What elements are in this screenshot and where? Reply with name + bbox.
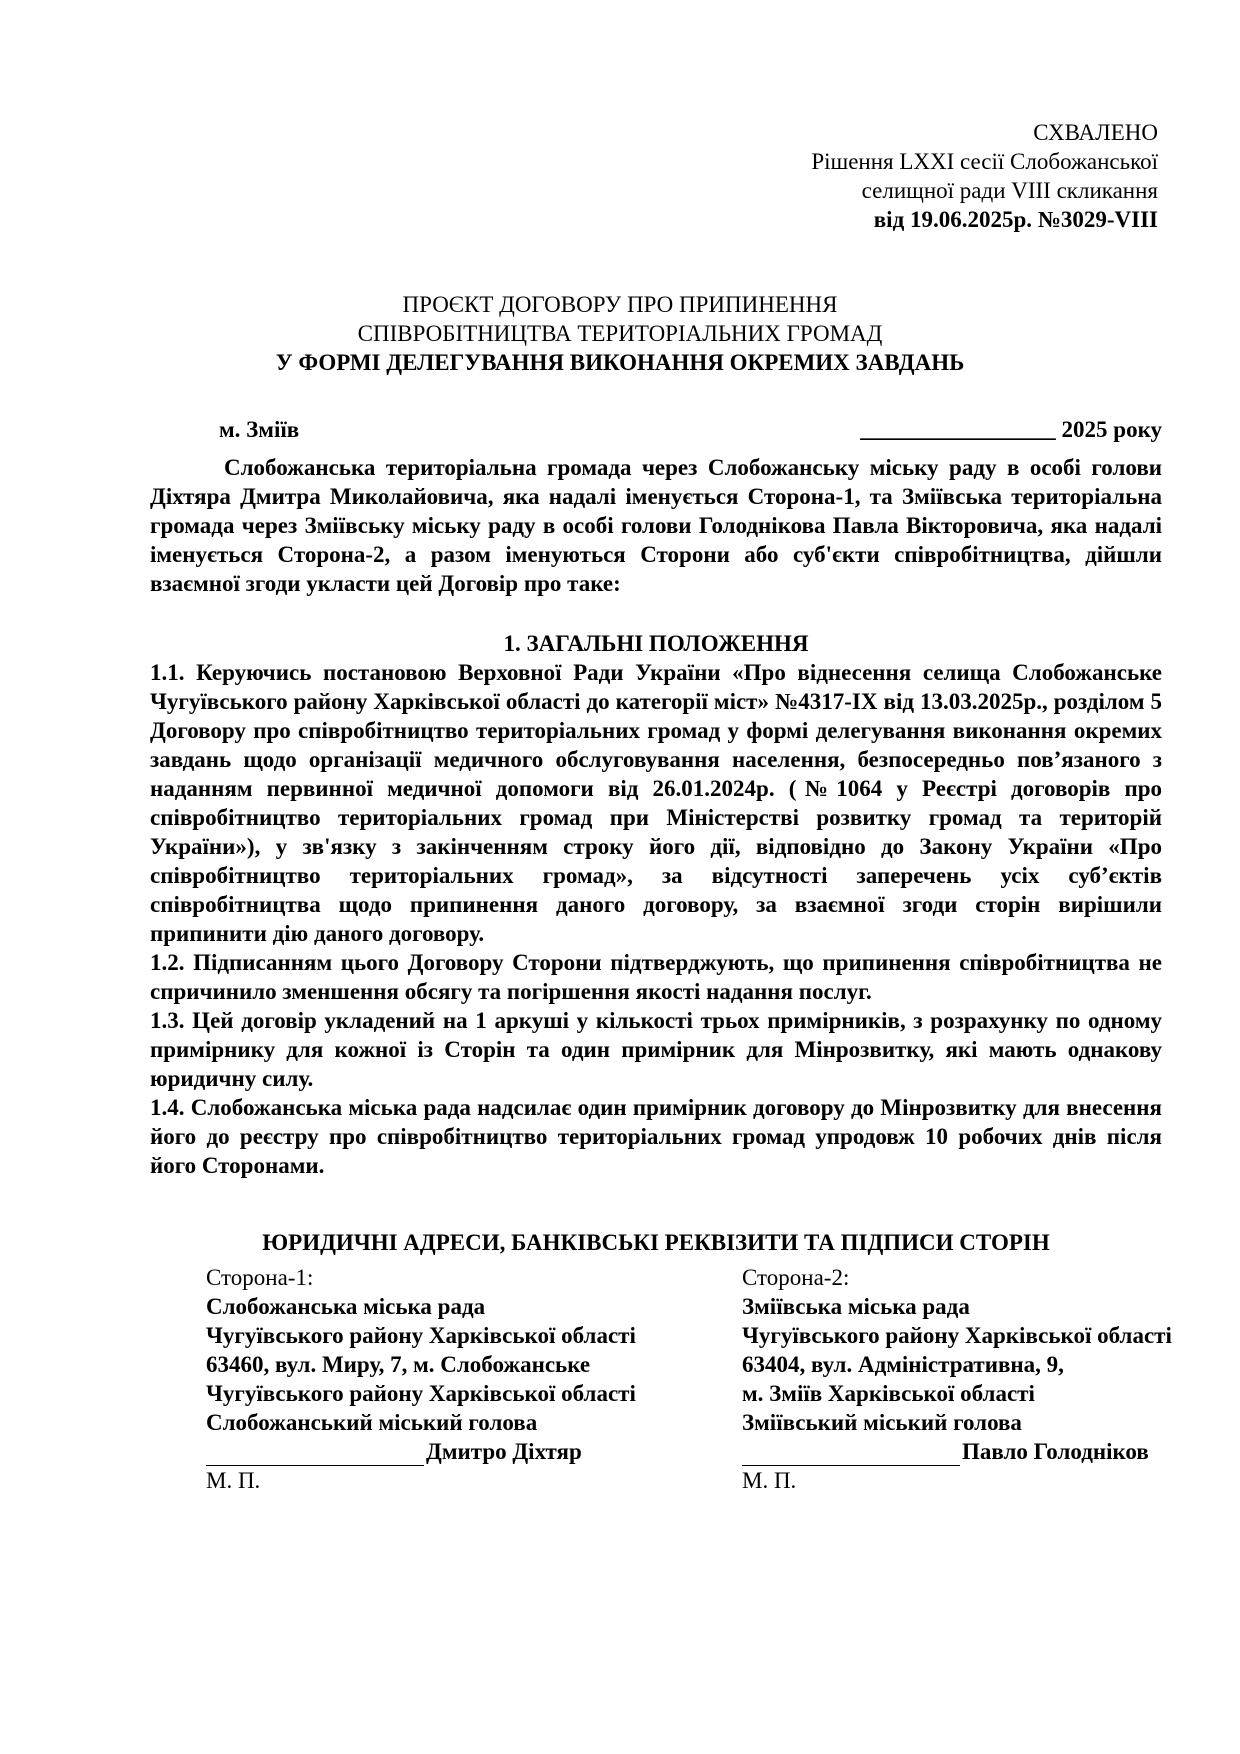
approval-date-number: від 19.06.2025р. №3029-VIII bbox=[873, 207, 1158, 232]
party-2-signer: Павло Голодніков bbox=[962, 1439, 1149, 1464]
party-2-label: Сторона-2: bbox=[742, 1265, 850, 1290]
section-1-clauses bbox=[150, 658, 1162, 1180]
party-2-signature bbox=[742, 1437, 1172, 1466]
party-1-name: Слобожанська міська рада bbox=[206, 1294, 486, 1319]
document-title bbox=[150, 290, 1090, 377]
party-1-signer: Дмитро Діхтяр bbox=[426, 1439, 582, 1464]
contract-date: _________________ 2025 року bbox=[860, 417, 1162, 442]
title-line-2: СПІВРОБІТНИЦТВА ТЕРИТОРІАЛЬНИХ ГРОМАД bbox=[357, 321, 883, 346]
party-1-label: Сторона-1: bbox=[206, 1265, 314, 1290]
party-1-seal: М. П. bbox=[206, 1468, 261, 1493]
approval-heading: СХВАЛЕНО bbox=[1033, 120, 1158, 145]
signature-line bbox=[206, 1443, 424, 1466]
clause-1-3: 1.3. Цей договір укладений на 1 аркуші у кількості трьох примірників, з розрахунку по одному примірнику для кожної із Сторін та один примірник для Мінрозвитку, які мають однакову юридичну силу. bbox=[150, 1008, 1162, 1091]
party-2-name: Зміївська міська рада bbox=[742, 1294, 970, 1319]
requisites-title: ЮРИДИЧНІ АДРЕСИ, БАНКІВСЬКІ РЕКВІЗИТИ ТА ПІДПИСИ СТОРІН bbox=[262, 1230, 1050, 1255]
party-1-address: 63460, вул. Миру, 7, м. Слобожанське bbox=[206, 1352, 591, 1377]
party-2-position: Зміївський міський голова bbox=[742, 1410, 1022, 1435]
intro-paragraph: Слобожанська територіальна громада через Слобожанську міську раду в особі голови Діхтяра Дмитра Миколайовича, яка надалі іменується Сторона-1, та Зміївська територіальна громада через Зміївську міську раду в особі голови Голоднікова Павла Вікторовича, яка надалі іменується Сторона-2, а разом іменуються Сторони або суб'єкти співробітництва, дійшли взаємної згоди укласти цей Договір про таке: bbox=[150, 455, 1162, 596]
party-1-position: Слобожанський міський голова bbox=[206, 1410, 538, 1435]
title-line-3: У ФОРМІ ДЕЛЕГУВАННЯ ВИКОНАННЯ ОКРЕМИХ ЗАВДАНЬ bbox=[275, 350, 965, 375]
section-1-title: 1. ЗАГАЛЬНІ ПОЛОЖЕННЯ bbox=[503, 631, 809, 656]
clause-1-2: 1.2. Підписанням цього Договору Сторони підтверджують, що припинення співробітництва не спричинило зменшення обсягу та погіршення якості надання послуг. bbox=[150, 950, 1162, 1004]
approval-council: селищної ради VIII скликання bbox=[861, 178, 1158, 203]
clause-1-1: 1.1. Керуючись постановою Верховної Ради України «Про віднесення селища Слобожанське Чугуївського району Харківської області до категорії міст» №4317-IX від 13.03.2025р., розділом 5 Договору про співробітництво територіальних громад у формі делегування виконання окремих завдань щодо організації медичного обслуговування населення, безпосередньо пов’язаного з наданням первинної медичної допомоги від 26.01.2024р. (№1064 у Реєстрі договорів про співробітництво територіальних громад при Міністерстві розвитку громад та територій України»), у зв'язку з закінченням строку його дії, відповідно до Закону України «Про співробітництво територіальних громад», за відсутності заперечень усіх суб’єктів співробітництва щодо припинення даного договору, за взаємної згоди сторін вирішили припинити дію даного договору. bbox=[150, 660, 1162, 946]
signature-line bbox=[742, 1443, 960, 1466]
party-1-district: Чугуївського району Харківської області bbox=[206, 1323, 636, 1348]
party-2-block bbox=[742, 1263, 1172, 1495]
party-2-region: м. Зміїв Харківської області bbox=[742, 1381, 1035, 1406]
party-1-signature bbox=[206, 1437, 636, 1466]
party-1-region: Чугуївського району Харківської області bbox=[206, 1381, 636, 1406]
contract-place: м. Зміїв bbox=[219, 417, 300, 442]
party-2-district: Чугуївського району Харківської області bbox=[742, 1323, 1172, 1348]
party-1-block bbox=[206, 1263, 636, 1495]
title-line-1: ПРОЄКТ ДОГОВОРУ ПРО ПРИПИНЕННЯ bbox=[402, 292, 838, 317]
approval-stamp bbox=[811, 118, 1158, 234]
approval-decision: Рішення LXXI сесії Слобожанської bbox=[811, 149, 1158, 174]
party-2-address: 63404, вул. Адміністративна, 9, bbox=[742, 1352, 1064, 1377]
party-2-seal: М. П. bbox=[742, 1468, 797, 1493]
clause-1-4: 1.4. Слобожанська міська рада надсилає один примірник договору до Мінрозвитку для внесення його до реєстру про співробітництво територіальних громад упродовж 10 робочих днів після його Сторонами. bbox=[150, 1095, 1162, 1178]
